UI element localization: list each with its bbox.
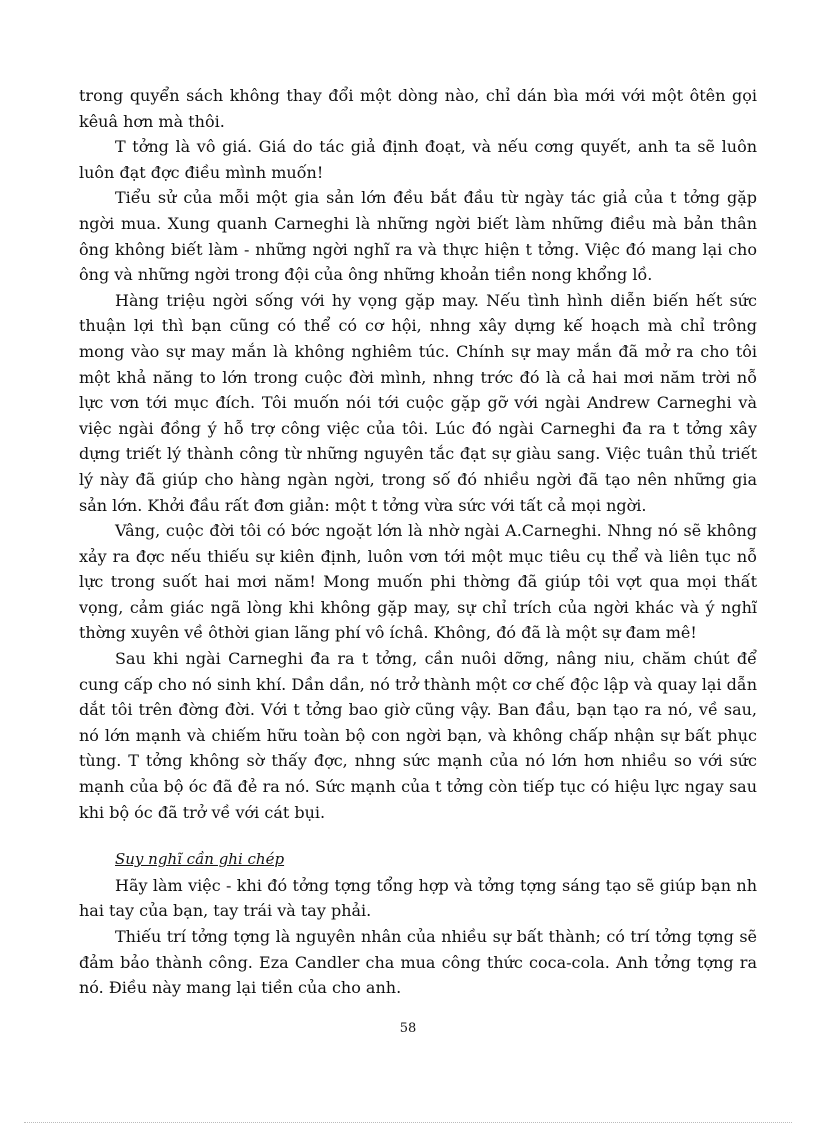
paragraph: Hàng triệu ngời sống với hy vọng gặp may. Nếu tình hình diễn biến hết sức thuận lợi thì bạn cũng có thể có cơ hội, nhng xây dựng kế hoạch mà chỉ trông mong vào sự may mắn là không nghiêm túc. Chính sự may mắn đã mở ra cho tôi một khả năng to lớn trong cuộc đời mình, nhng trớc đó là cả hai mơi năm trời nỗ lực vơn tới mục đích. Tôi muốn nói tới cuộc gặp gỡ với ngài Andrew Carneghi và việc ngài đồng ý hỗ trợ công việc của tôi. Lúc đó ngài Carneghi đa ra t tởng xây dựng triết lý thành công từ những nguyên tắc đạt sự giàu sang. Việc tuân thủ triết lý này đã giúp cho hàng ngàn ngời, trong số đó nhiều ngời đã tạo nên những gia sản lớn. Khởi đầu rất đơn giản: một t tởng vừa sức với tất cả mọi ngời.	[79, 290, 757, 515]
page-number: 58	[399, 1021, 417, 1036]
paragraph: T tởng là vô giá. Giá do tác giả định đoạt, và nếu cơng quyết, anh ta sẽ luôn luôn đạt đợc điều mình muốn!	[79, 137, 757, 182]
section-heading: Suy nghĩ cần ghi chép	[115, 850, 285, 869]
page-body	[79, 83, 757, 1001]
paragraph: Tiểu sử của mỗi một gia sản lớn đều bắt đầu từ ngày tác giả của t tởng gặp ngời mua. Xung quanh Carneghi là những ngời biết làm những điều mà bản thân ông không biết làm - những ngời nghĩ ra và thực hiện t tởng. Việc đó mang lại cho ông và những ngời trong đội của ông những khoản tiền nong khổng lồ.	[79, 188, 757, 285]
paragraph: trong quyển sách không thay đổi một dòng nào, chỉ dán bìa mới với một ôtên gọi kêuâ hơn mà thôi.	[79, 86, 757, 131]
paragraph: Hãy làm việc - khi đó tởng tợng tổng hợp và tởng tợng sáng tạo sẽ giúp bạn nh hai tay của bạn, tay trái và tay phải.	[79, 875, 757, 921]
paragraph: Sau khi ngài Carneghi đa ra t tởng, cần nuôi dỡng, nâng niu, chăm chút để cung cấp cho nó sinh khí. Dần dần, nó trở thành một cơ chế độc lập và quay lại dẫn dắt tôi trên đờng đời. Với t tởng bao giờ cũng vậy. Ban đầu, bạn tạo ra nó, về sau, nó lớn mạnh và chiếm hữu toàn bộ con ngời bạn, và không chấp nhận sự bất phục tùng. T tởng không sờ thấy đợc, nhng sức mạnh của nó lớn hơn nhiều so với sức mạnh của bộ óc đã đẻ ra nó. Sức mạnh của t tởng còn tiếp tục có hiệu lực ngay sau khi bộ óc đã trở về với cát bụi.	[79, 649, 757, 822]
paragraph: Thiếu trí tởng tợng là nguyên nhân của nhiều sự bất thành; có trí tởng tợng sẽ đảm bảo thành công. Eza Candler cha mua công thức coca-cola. Anh tởng tợng ra nó. Điều này mang lại tiền của cho anh.	[79, 927, 757, 998]
paragraph: Vâng, cuộc đời tôi có bớc ngoặt lớn là nhờ ngài A.Carneghi. Nhng nó sẽ không xảy ra đợc nếu thiếu sự kiên định, luôn vơn tới một mục tiêu cụ thể và liên tục nỗ lực trong suốt hai mơi năm! Mong muốn phi thờng đã giúp tôi vợt qua mọi thất vọng, cảm giác ngã lòng khi không gặp may, sự chỉ trích của ngời khác và ý nghĩ thờng xuyên về ôthời gian lãng phí vô íchâ. Không, đó đã là một sự đam mê!	[79, 521, 757, 643]
